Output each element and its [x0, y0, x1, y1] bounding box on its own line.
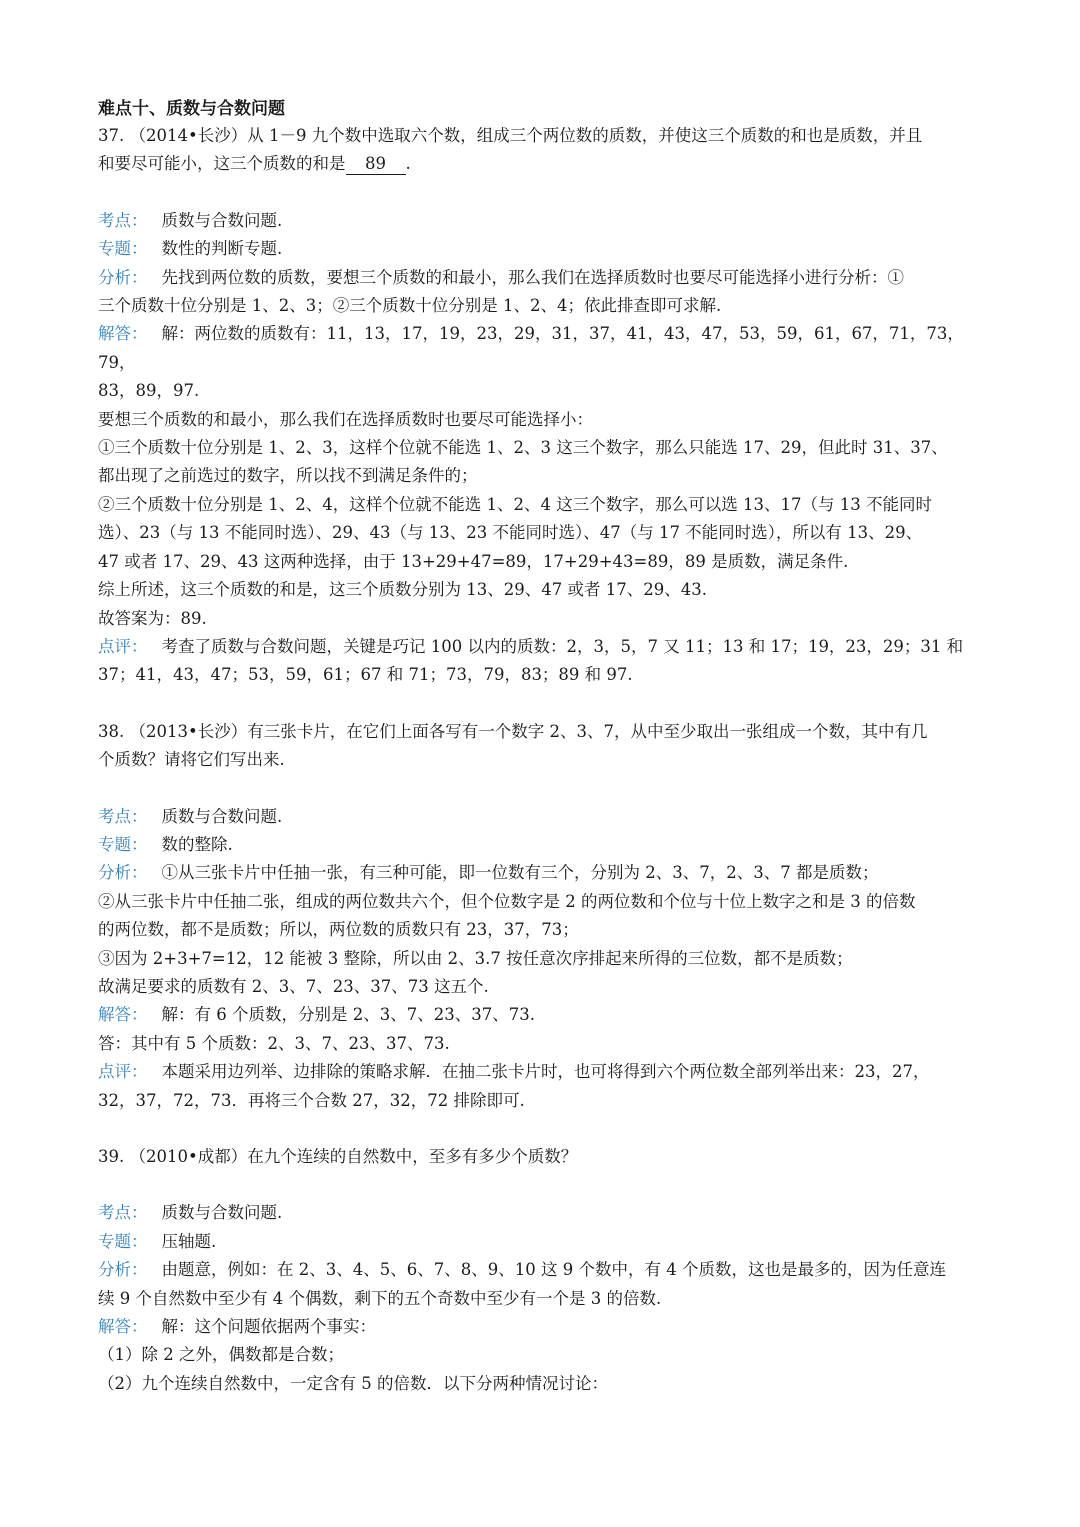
q37-zhuanti: [98, 235, 990, 263]
q38-zhuanti: [98, 831, 990, 859]
q37-kaodian: [98, 207, 990, 235]
q37-line4: ①三个质数十位分别是 1、2、3，这样个位就不能选 1、2、3 这三个数字，那么只能选 17、29，但此时 31、37、: [98, 438, 948, 458]
q37-line6: ②三个质数十位分别是 1、2、4，这样个位就不能选 1、2、4 这三个数字，那么可以选 13、17（与 13 不能同时: [98, 494, 932, 514]
q38-line5: 故满足要求的质数有 2、3、7、23、37、73 这五个.: [98, 976, 489, 996]
q37-line3: 要想三个质数的和最小，那么我们在选择质数时也要尽可能选择小：: [98, 409, 593, 429]
q37-answer-blank: 89: [346, 154, 406, 175]
q39-zhuanti: [98, 1228, 990, 1256]
kaodian-label: 考点：: [98, 1203, 148, 1223]
dianping-text: 考查了质数与合数问题，关键是巧记 100 以内的质数：2，3，5，7 又 11；13 和 17；19，23，29；31 和: [161, 636, 964, 656]
zhuanti-label: 专题：: [98, 834, 148, 854]
jieda-text: 解：有 6 个质数，分别是 2、3、7、23、37、73.: [161, 1005, 535, 1025]
q38-dianping2: 32，37，72，73．再将三个合数 27，32，72 排除即可.: [98, 1090, 525, 1110]
q37-line10: 故答案为：89.: [98, 608, 207, 628]
zhuanti-text: 数的整除.: [161, 834, 233, 854]
q38-line7: 答：其中有 5 个质数：2、3、7、23、37、73.: [98, 1033, 450, 1053]
q37-jieda: [98, 320, 990, 377]
kaodian-text: 质数与合数问题.: [161, 210, 283, 230]
q37-head2: [98, 150, 990, 178]
q39-jieda: [98, 1313, 990, 1341]
q39-kaodian: [98, 1199, 990, 1227]
q37-jieda2: 83，89，97.: [98, 381, 200, 401]
q38-jieda: [98, 1001, 990, 1029]
zhuanti-text: 压轴题.: [161, 1231, 217, 1251]
q37-tail: .: [405, 154, 411, 174]
fenxi-text: 先找到两位数的质数，要想三个质数的和最小，那么我们在选择质数时也要尽可能选择小进行分析：①: [161, 267, 904, 287]
q37-dianping: [98, 633, 990, 661]
q38-kaodian: [98, 803, 990, 831]
fenxi-label: 分析：: [98, 1260, 148, 1280]
q37-line8: 47 或者 17、29、43 这两种选择，由于 13+29+47=89，17+29+43=89，89 是质数，满足条件.: [98, 551, 849, 571]
jieda-label: 解答：: [98, 1317, 148, 1337]
q37-fenxi: [98, 264, 990, 292]
q38-line2: ②从三张卡片中任抽二张，组成的两位数共六个，但个位数字是 2 的两位数和个位与十位上数字之和是 3 的倍数: [98, 891, 916, 911]
kaodian-text: 质数与合数问题.: [161, 806, 283, 826]
jieda-text: 解：两位数的质数有：11，13，17，19，23，29，31，37，41，43，47，53，59，61，67，71，73，79，: [98, 324, 964, 372]
q37-fenxi2: 三个质数十位分别是 1、2、3；②三个质数十位分别是 1、2、4；依此排查即可求解.: [98, 296, 722, 316]
q39-fenxi: [98, 1256, 990, 1284]
zhuanti-label: 专题：: [98, 1231, 148, 1251]
document-page: [98, 96, 990, 1398]
jieda-text: 解：这个问题依据两个事实：: [161, 1317, 376, 1337]
fenxi-text: ①从三张卡片中任抽一张，有三种可能，即一位数有三个，分别为 2、3、7，2、3、7 都是质数；: [161, 863, 879, 883]
jieda-label: 解答：: [98, 1005, 148, 1025]
kaodian-text: 质数与合数问题.: [161, 1203, 283, 1223]
q38-dianping: [98, 1058, 990, 1086]
fenxi-label: 分析：: [98, 863, 148, 883]
zhuanti-label: 专题：: [98, 239, 148, 259]
q37-dianping2: 37；41，43，47；53，59，61；67 和 71；73，79，83；89 和 97.: [98, 665, 633, 685]
q39-line2: （1）除 2 之外，偶数都是合数；: [98, 1345, 344, 1365]
kaodian-label: 考点：: [98, 806, 148, 826]
fenxi-label: 分析：: [98, 267, 148, 287]
q37-head: 37. （2014•长沙）从 1－9 九个数中选取六个数，组成三个两位数的质数，并使这三个质数的和也是质数，并且: [98, 126, 923, 145]
q39-fenxi2: 续 9 个自然数中至少有 4 个偶数，剩下的五个奇数中至少有一个是 3 的倍数.: [98, 1288, 662, 1308]
q37-line9: 综上所述，这三个质数的和是，这三个质数分别为 13、29、47 或者 17、29、43.: [98, 580, 707, 600]
zhuanti-text: 数性的判断专题.: [161, 239, 283, 259]
q39-head: 39. （2010•成都）在九个连续的自然数中，至多有多少个质数？: [98, 1147, 578, 1166]
dianping-text: 本题采用边列举、边排除的策略求解．在抽二张卡片时，也可将得到六个两位数全部列举出来：23，27，: [161, 1062, 930, 1082]
q38-line4: ③因为 2+3+7=12，12 能被 3 整除，所以由 2、3.7 按任意次序排起来所得的三位数，都不是质数；: [98, 948, 853, 968]
q38-head: 38. （2013•长沙）有三张卡片，在它们上面各写有一个数字 2、3、7，从中至少取出一张组成一个数，其中有几: [98, 721, 928, 741]
section-title: 难点十、质数与合数问题: [98, 99, 285, 119]
q37-line7: 选）、23（与 13 不能同时选）、29、43（与 13、23 不能同时选）、47（与 17 不能同时选），所以有 13、29、: [98, 523, 923, 543]
q38-fenxi: [98, 859, 990, 887]
q39-line3: （2）九个连续自然数中，一定含有 5 的倍数．以下分两种情况讨论：: [98, 1373, 608, 1393]
q38-head2: 个质数？请将它们写出来.: [98, 750, 285, 770]
dianping-label: 点评：: [98, 636, 148, 656]
kaodian-label: 考点：: [98, 210, 148, 230]
q37-line5: 都出现了之前选过的数字，所以找不到满足条件的；: [98, 466, 478, 486]
jieda-label: 解答：: [98, 324, 148, 344]
dianping-label: 点评：: [98, 1062, 148, 1082]
fenxi-text: 由题意，例如：在 2、3、4、5、6、7、8、9、10 这 9 个数中，有 4 个质数，这也是最多的，因为任意连: [161, 1260, 946, 1280]
q38-line3: 的两位数，都不是质数；所以，两位数的质数只有 23，37，73；: [98, 920, 579, 940]
q37-head2-text: 和要尽可能小，这三个质数的和是: [98, 154, 346, 174]
